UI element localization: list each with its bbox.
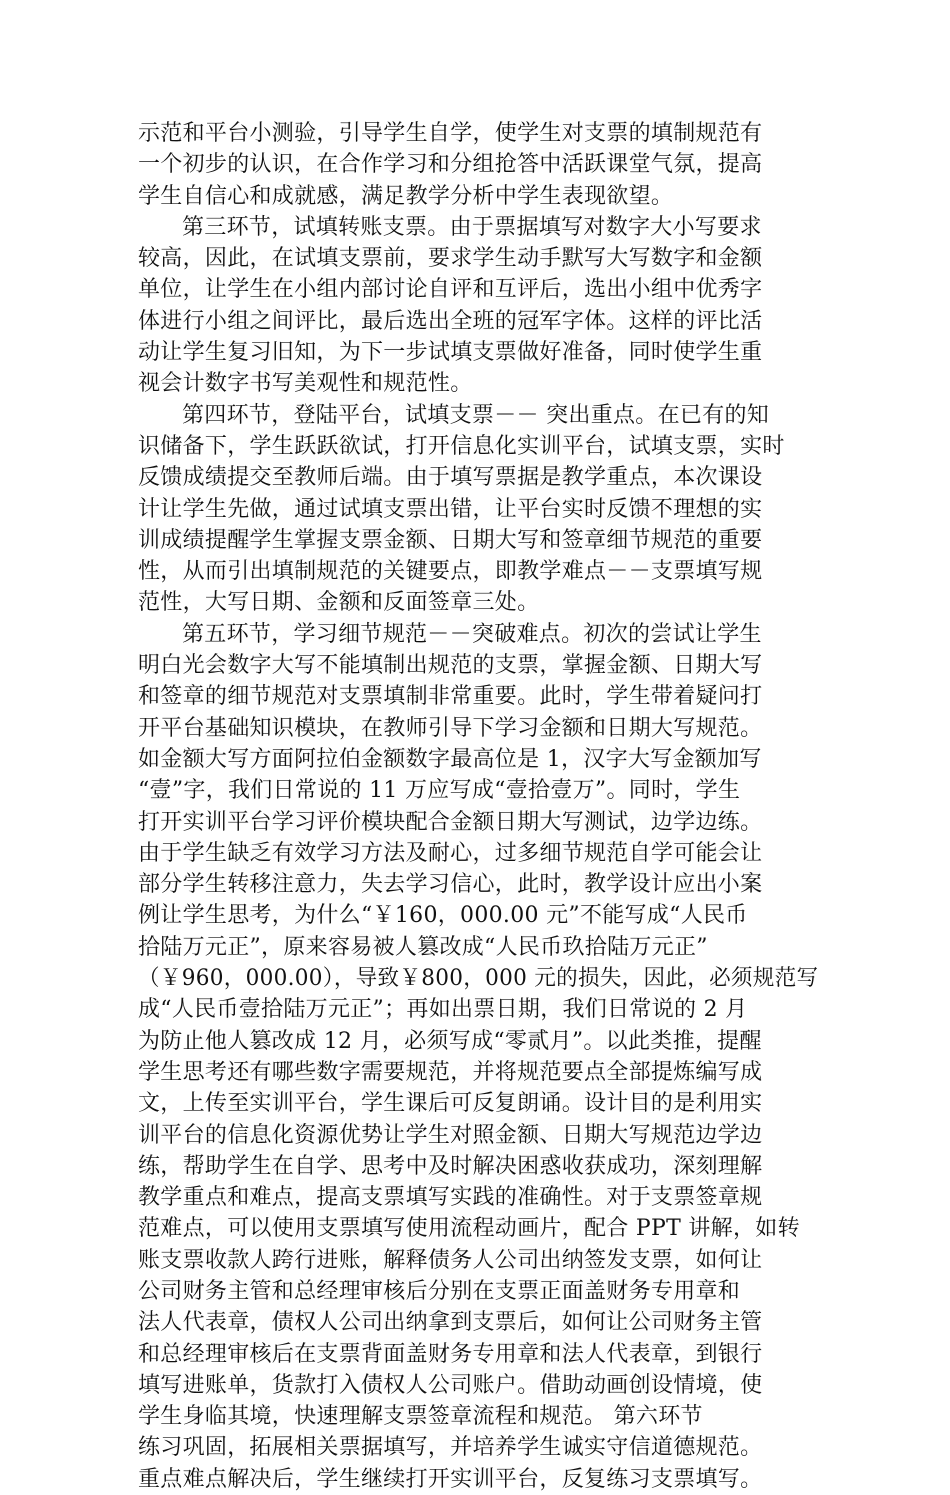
text-line: 体进行小组之间评比，最后选出全班的冠军字体。这样的评比活 — [138, 308, 763, 334]
text-line: 学生自信心和成就感，满足教学分析中学生表现欲望。 — [138, 183, 674, 209]
text-line: 较高，因此，在试填支票前，要求学生动手默写大写数字和金额 — [138, 246, 763, 272]
text-line: 拾陆万元正”，原来容易被人篡改成“人民币玖拾陆万元正” — [138, 934, 708, 960]
text-line: 文，上传至实训平台，学生课后可反复朗诵。设计目的是利用实 — [138, 1091, 763, 1117]
text-line: “壹”字，我们日常说的 11 万应写成“壹拾壹万”。同时，学生 — [138, 778, 741, 804]
text-line: 一个初步的认识，在合作学习和分组抢答中活跃课堂气氛，提高 — [138, 152, 763, 178]
text-line: 和总经理审核后在支票背面盖财务专用章和法人代表章，到银行 — [138, 1341, 763, 1367]
text-line: 第三环节，试填转账支票。由于票据填写对数字大小写要求 — [182, 214, 762, 240]
text-line: 由于学生缺乏有效学习方法及耐心，过多细节规范自学可能会让 — [138, 840, 763, 866]
text-line: 示范和平台小测验，引导学生自学，使学生对支票的填制规范有 — [138, 121, 763, 146]
text-line: 部分学生转移注意力，失去学习信心，此时，教学设计应出小案 — [138, 872, 763, 898]
text-line: （￥960，000.00），导致￥800，000 元的损失，因此，必须规范写 — [138, 966, 819, 992]
text-line: 单位，让学生在小组内部讨论自评和互评后，选出小组中优秀字 — [138, 277, 763, 303]
text-line: 训平台的信息化资源优势让学生对照金额、日期大写规范边学边 — [138, 1122, 763, 1148]
text-line: 如金额大写方面阿拉伯金额数字最高位是 1，汉字大写金额加写 — [138, 746, 762, 772]
text-line: 开平台基础知识模块，在教师引导下学习金额和日期大写规范。 — [138, 715, 763, 741]
text-line: 成“人民币壹拾陆万元正”；再如出票日期，我们日常说的 2 月 — [138, 997, 748, 1023]
text-line: 范性，大写日期、金额和反面签章三处。 — [138, 590, 540, 616]
text-line: 法人代表章，债权人公司出纳拿到支票后，如何让公司财务主管 — [138, 1310, 763, 1336]
text-line: 第四环节，登陆平台，试填支票－－ 突出重点。在已有的知 — [182, 402, 770, 428]
text-line: 账支票收款人跨行进账，解释债务人公司出纳签发支票，如何让 — [138, 1247, 763, 1273]
text-line: 识储备下，学生跃跃欲试，打开信息化实训平台，试填支票，实时 — [138, 433, 785, 459]
text-line: 明白光会数字大写不能填制出规范的支票，掌握金额、日期大写 — [138, 653, 763, 679]
text-line: 练，帮助学生在自学、思考中及时解决困惑收获成功，深刻理解 — [138, 1153, 763, 1179]
body-text — [138, 118, 818, 1495]
text-line: 范难点，可以使用支票填写使用流程动画片，配合 PPT 讲解，如转 — [138, 1216, 800, 1242]
text-line: 学生身临其境，快速理解支票签章流程和规范。 第六环节 — [138, 1404, 703, 1430]
text-line: 教学重点和难点，提高支票填写实践的准确性。对于支票签章规 — [138, 1185, 763, 1211]
text-line: 填写进账单，货款打入债权人公司账户。借助动画创设情境，使 — [138, 1372, 763, 1398]
text-line: 公司财务主管和总经理审核后分别在支票正面盖财务专用章和 — [138, 1278, 741, 1304]
text-line: 反馈成绩提交至教师后端。由于填写票据是教学重点，本次课设 — [138, 465, 763, 491]
text-line: 视会计数字书写美观性和规范性。 — [138, 371, 473, 397]
text-line: 第五环节，学习细节规范－－突破难点。初次的尝试让学生 — [182, 621, 762, 647]
text-line: 和签章的细节规范对支票填制非常重要。此时，学生带着疑问打 — [138, 684, 763, 710]
text-line: 例让学生思考，为什么“￥160，000.00 元”不能写成“人民币 — [138, 903, 748, 929]
text-line: 训成绩提醒学生掌握支票金额、日期大写和签章细节规范的重要 — [138, 527, 763, 553]
text-line: 计让学生先做，通过试填支票出错，让平台实时反馈不理想的实 — [138, 496, 763, 522]
text-line: 学生思考还有哪些数字需要规范，并将规范要点全部提炼编写成 — [138, 1059, 763, 1085]
text-line: 为防止他人篡改成 12 月，必须写成“零贰月”。以此类推，提醒 — [138, 1028, 762, 1054]
text-line: 重点难点解决后，学生继续打开实训平台，反复练习支票填写。 — [138, 1466, 763, 1492]
text-line: 打开实训平台学习评价模块配合金额日期大写测试，边学边练。 — [138, 809, 763, 835]
text-line: 性，从而引出填制规范的关键要点，即教学难点－－支票填写规 — [138, 559, 763, 585]
text-line: 练习巩固，拓展相关票据填写，并培养学生诚实守信道德规范。 — [138, 1435, 763, 1461]
text-line: 动让学生复习旧知，为下一步试填支票做好准备，同时使学生重 — [138, 340, 763, 366]
